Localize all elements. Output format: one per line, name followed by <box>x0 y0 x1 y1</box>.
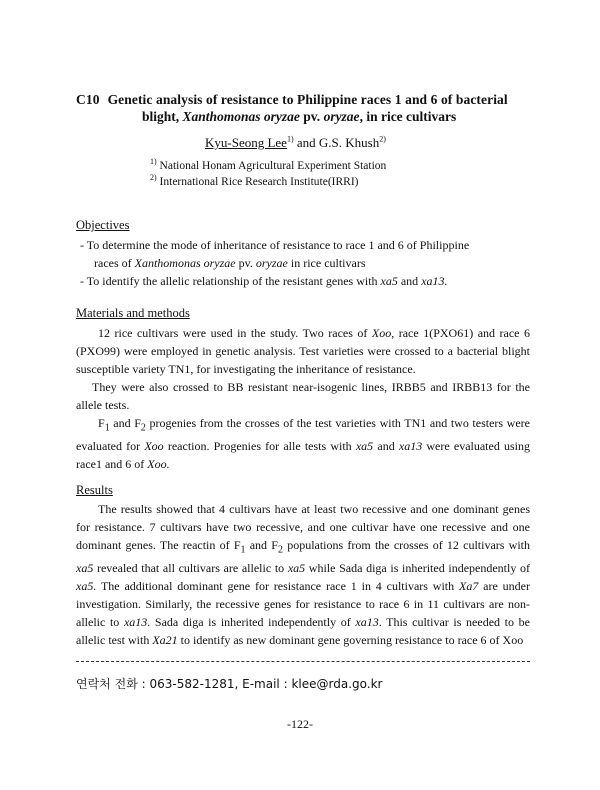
title-line-1: Genetic analysis of resistance to Philippine races 1 and 6 of bacterial <box>107 92 508 107</box>
section-code: C10 <box>76 92 100 107</box>
paper-title <box>76 92 546 125</box>
contact-label: 연락처 <box>76 677 111 691</box>
page-number: -122- <box>287 717 313 731</box>
author-line: Kyu-Seong Lee$^{1)}$ and G.S. Khush$^{2)}$ <box>205 134 386 150</box>
email-address: klee@rda.go.kr <box>291 677 383 691</box>
objective-item-1: - To determine the mode of inheritance of resistance to race 1 and 6 of Philippine races of Xanthomonas oryzae pv. oryzae in rice cultivars <box>80 238 470 270</box>
methods-paragraph-3: $F_1$ and $F_2$ progenies from the crosses of the test varieties with TN1 and two testers were evaluated for Xoo reaction. Progenies for alle tests with xa5 and xa13 were evaluated using race1 and 6 of Xoo. <box>76 416 531 472</box>
methods-paragraph-2: They were also crossed to BB resistant near-isogenic lines, IRBB5 and IRBB13 for the allele tests. <box>76 380 530 412</box>
results-paragraph: The results showed that 4 cultivars have at least two recessive and one dominant genes for resistance. 7 cultivars have two recessive, and one cultivar have one recessive and one dominant genes. The reactin of $F_1$ and $F_2$ populations from the crosses of 12 cultivars with xa5 revealed that all cultivars are allelic to xa5 while Sada diga is inherited independently of xa5. The additional dominant gene for resistance race 1 in 4 cultivars with Xa7 are under investigation. Similarly, the recessive genes for resistance to race 6 in 11 cultivars are non-allelic to xa13. Sada diga is inherited independently of xa13. This cultivar is needed to be allelic test with Xa21 to identify as new dominant gene governing resistance to race 6 of Xoo <box>76 502 531 648</box>
objectives-heading: Objectives <box>76 218 130 232</box>
phone-label: 전화 : <box>114 677 146 691</box>
results-heading: Results <box>76 483 113 497</box>
author-1: Kyu-Seong Lee <box>205 135 287 150</box>
methods-heading: Materials and methods <box>76 306 190 320</box>
objective-item-2: - To identify the allelic relationship of the resistant genes with xa5 and xa13. <box>80 274 448 288</box>
affiliation-2: $^{2)}$ International Rice Research Institute(IRRI) <box>150 173 359 188</box>
email-label: E-mail : <box>242 677 288 691</box>
dashed-divider <box>76 661 530 662</box>
author-2: G.S. Khush <box>318 135 380 150</box>
title-line-2: blight, Xanthomonas oryzae pv. oryzae, in rice cultivars <box>142 109 457 124</box>
phone-number: 063-582-1281, <box>149 677 239 691</box>
contact-line <box>76 675 382 692</box>
methods-paragraph-1: 12 rice cultivars were used in the study. Two races of Xoo, race 1(PXO61) and race 6 (PXO99) were employed in genetic analysis. Test varieties were crossed to a bacterial blight susceptible variety TN1, for investigating the inheritance of resistance. <box>76 326 530 376</box>
affiliation-1: $^{1)}$ National Honam Agricultural Experiment Station <box>150 157 387 172</box>
